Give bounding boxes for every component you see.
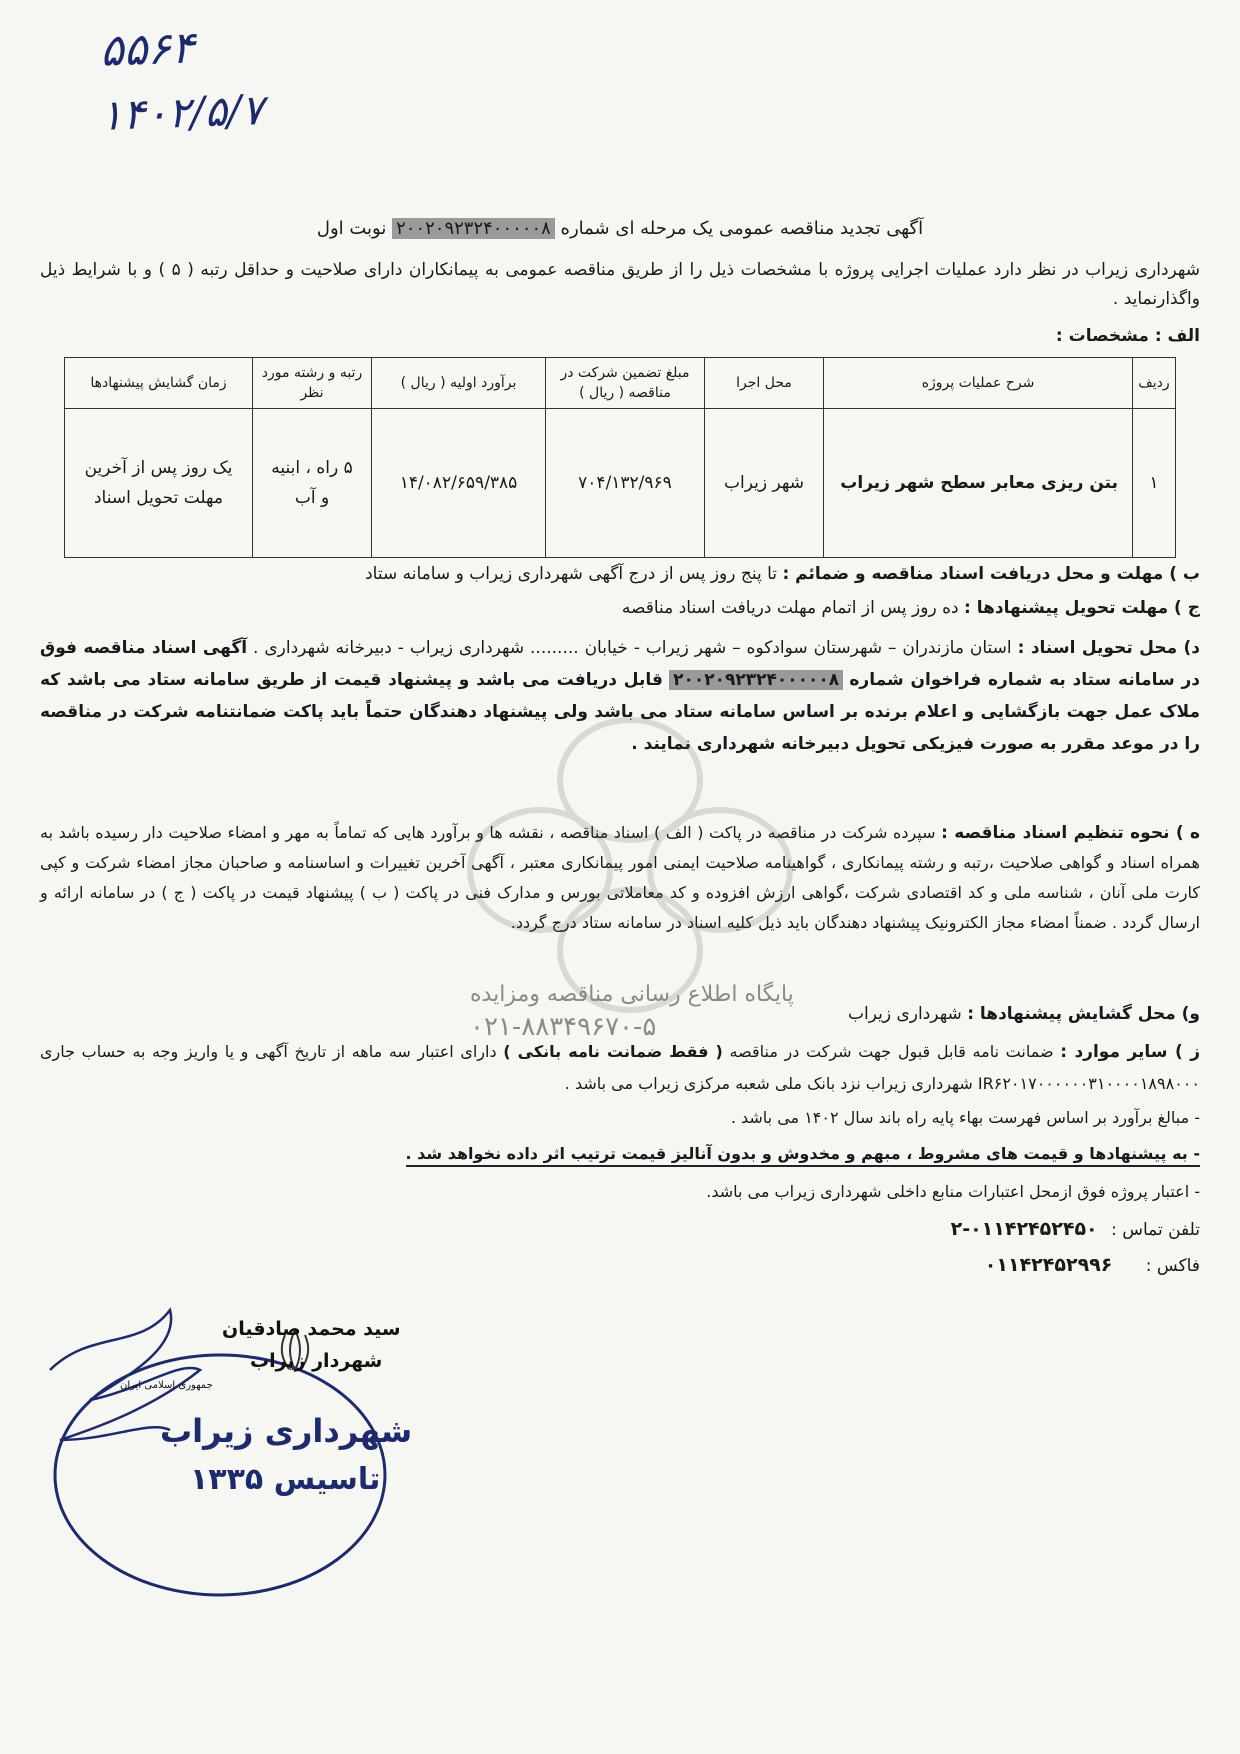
call-number: ۲۰۰۲۰۹۲۳۲۴۰۰۰۰۰۸ — [669, 670, 843, 690]
section-e-text: سپرده شرکت در مناقصه در پاکت ( الف ) اسناد مناقصه ، نقشه ها و برآورد هایی که تماماً به مهر و امضاء صلاحیت دار رسیده باشد به همراه اسناد و گواهی صلاحیت ،رتبه و رشته پیمانکاری ، گواهینامه صلاحیت ایمنی امور پیمانکاری معتبر ، آگهی آخرین تغییرات و اساسنامه و صاحبان مجاز امضاء شرکت و کپی کارت ملی آنان ، شناسه ملی و کد اقتصادی شرکت ،گواهی ارزش افزوده و کد معاملاتی بورس و مدارک فنی در پاکت ( ب ) پیشنهاد قیمت در پاکت ( ج ) در سامانه ارائه و ارسال گردد . ضمناً امضاء مجاز الکترونیک پیشنهاد دهندگان باید ذیل کلیه اسناد در سامانه ستاد درج گردد. — [40, 823, 1200, 932]
section-g-bold: ( فقط ضمانت نامه بانکی ) — [503, 1042, 723, 1061]
header-estimate: برآورد اولیه ( ریال ) — [372, 358, 546, 409]
stamp-founded: تاسیس ۱۳۳۵ — [190, 1462, 381, 1497]
intro-paragraph: شهرداری زیراب در نظر دارد عملیات اجرایی پروژه با مشخصات ذیل را از طریق مناقصه عمومی به پیمانکاران دارای صلاحیت و حداقل رتبه ( ۵ ) و با شرایط ذیل واگذارنماید . — [40, 260, 1200, 309]
title-suffix: نوبت اول — [316, 218, 387, 239]
section-d-notice-after: قابل دریافت می باشد و پیشنهاد قیمت از طریق سامانه ستاد می باشد که ملاک عمل جهت بازگشایی و اعلام برنده بر اساس سامانه ستاد می باشد ولی پیشنهاد دهندگان حتماً باید پاکت ضمانتنامه شرکت در مناقصه را در موعد مقرر به صورت فیزیکی تحویل دبیرخانه شهرداری نمایند . — [40, 670, 1200, 754]
handwritten-date: ۱۴۰۲/۵/۷ — [99, 85, 265, 140]
cell-description: بتن ریزی معابر سطح شهر زیراب — [824, 409, 1133, 558]
section-f-label: و) محل گشایش پیشنهادها : — [967, 1004, 1200, 1024]
cell-opening: یک روز پس از آخرین مهلت تحویل اسناد — [65, 409, 253, 558]
header-grade: رتبه و رشته مورد نظر — [253, 358, 372, 409]
cell-estimate: ۱۴/۰۸۲/۶۵۹/۳۸۵ — [372, 409, 546, 558]
header-index: ردیف — [1133, 358, 1176, 409]
note-funding: - اعتبار پروژه فوق ازمحل اعتبارات منابع داخلی شهرداری زیراب می باشد. — [706, 1182, 1200, 1201]
section-d — [40, 632, 1200, 760]
header-location: محل اجرا — [705, 358, 824, 409]
notice-title — [40, 218, 1200, 239]
cell-grade: ۵ راه ، ابنیه و آب — [253, 409, 372, 558]
cell-location: شهر زیراب — [705, 409, 824, 558]
section-g-label: ز ) سایر موارد : — [1060, 1042, 1200, 1062]
header-description: شرح عملیات پروژه — [824, 358, 1133, 409]
phone-label: تلفن تماس : — [1111, 1220, 1200, 1240]
table-row — [65, 409, 1176, 558]
cell-guarantee: ۷۰۴/۱۳۲/۹۶۹ — [546, 409, 705, 558]
section-b-text: تا پنج روز پس از درج آگهی شهرداری زیراب و سامانه ستاد — [365, 564, 778, 584]
title-prefix: آگهی تجدید مناقصه عمومی یک مرحله ای شماره — [560, 218, 924, 239]
signatory-name: سید محمد صادقیان — [222, 1318, 401, 1340]
section-c-text: ده روز پس از اتمام مهلت دریافت اسناد مناقصه — [621, 598, 959, 618]
section-f — [848, 1004, 1200, 1024]
stamp-title: شهرداری زیراب — [160, 1412, 413, 1450]
section-d-address: استان مازندران – شهرستان سوادکوه – شهر زیراب - خیابان ......... شهرداری زیراب - دبیرخانه شهرداری . — [253, 638, 1012, 658]
fax-line — [985, 1254, 1200, 1276]
section-d-label: د) محل تحویل اسناد : — [1017, 638, 1201, 658]
emblem-caption: جمهوری اسلامی ایران — [120, 1380, 213, 1391]
section-f-text: شهرداری زیراب — [848, 1004, 962, 1024]
signatory-role: شهردار زیراب — [250, 1350, 383, 1372]
header-guarantee: مبلغ تضمین شرکت در مناقصه ( ریال ) — [546, 358, 705, 409]
fax-label: فاکس : — [1145, 1256, 1200, 1276]
section-g-text-after: دارای اعتبار سه ماهه از تاریخ آگهی و یا واریز وجه به حساب جاری IR۶۲۰۱۷۰۰۰۰۰۰۳۱۰۰۰۰۱۸۹۸۰۰۰ شهرداری زیراب نزد بانک ملی شعبه مرکزی زیراب می باشد . — [40, 1042, 1200, 1093]
section-d-notice-before: آگهی اسناد مناقصه فوق در سامانه ستاد به شماره فراخوان شماره — [40, 638, 1201, 690]
section-e — [40, 818, 1200, 938]
section-g — [40, 1036, 1200, 1099]
watermark-phone: ۰۲۱-۸۸۳۴۹۶۷۰-۵ — [470, 1012, 657, 1042]
phone-line — [951, 1218, 1200, 1240]
section-e-label: ه ) نحوه تنظیم اسناد مناقصه : — [941, 823, 1201, 843]
section-a-heading: الف : مشخصات : — [1055, 326, 1200, 346]
section-b — [365, 564, 1200, 584]
section-g-text-before: ضمانت نامه قابل قبول جهت شرکت در مناقصه — [729, 1042, 1054, 1061]
note-estimate-basis: - مبالغ برآورد بر اساس فهرست بهاء پایه راه باند سال ۱۴۰۲ می باشد . — [730, 1108, 1200, 1127]
section-c-label: ج ) مهلت تحویل پیشنهادها : — [963, 598, 1200, 618]
handwritten-number: ۵۵۶۴ — [99, 22, 196, 77]
section-b-label: ب ) مهلت و محل دریافت اسناد مناقصه و ضمائم : — [782, 564, 1200, 584]
section-c — [622, 598, 1200, 618]
table-header-row — [65, 358, 1176, 409]
watermark-text: پایگاه اطلاع رسانی مناقصه ومزایده — [470, 982, 794, 1007]
note-conditional-bids: - به پیشنهادها و قیمت های مشروط ، مبهم و مخدوش و بدون آنالیز قیمت ترتیب اثر داده نخواهد شد . — [406, 1144, 1201, 1167]
specifications-table — [64, 357, 1176, 558]
cell-index: ۱ — [1133, 409, 1176, 558]
header-opening: زمان گشایش پیشنهادها — [65, 358, 253, 409]
tender-number: ۲۰۰۲۰۹۲۳۲۴۰۰۰۰۰۸ — [392, 218, 555, 239]
phone-number: ۰۱۱۴۲۴۵۲۴۵۰-۲ — [950, 1218, 1098, 1240]
fax-number: ۰۱۱۴۲۴۵۲۹۹۶ — [984, 1254, 1113, 1276]
